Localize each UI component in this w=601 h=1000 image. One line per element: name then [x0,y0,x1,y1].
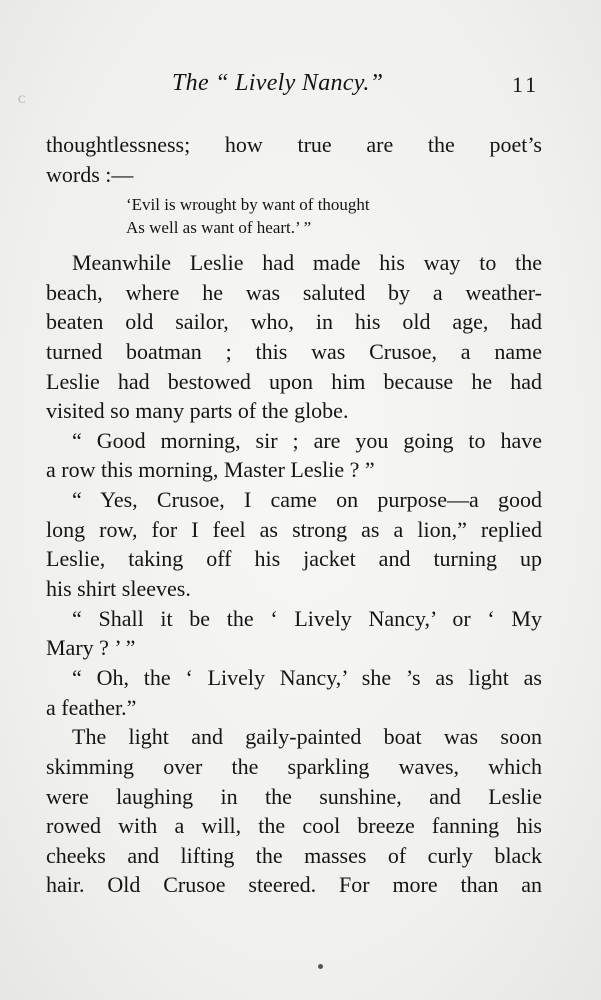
printer-mark [318,964,323,969]
text-line: skimming over the sparkling waves, which [46,753,542,779]
text-line: long row, for I feel as strong as a lion,” replied [46,516,542,542]
text-line: beaten old sailor, who, in his old age, had [46,309,542,335]
text-line: turned boatman ; this was Crusoe, a name [46,338,542,364]
text-line: Mary ? ’ ” [46,635,136,661]
quote-line: ‘Evil is wrought by want of thought [126,195,370,214]
text-line: visited so many parts of the globe. [46,398,349,424]
text-line: “ Shall it be the ‘ Lively Nancy,’ or ‘ My [72,605,542,631]
text-line: beach, where he was saluted by a weather- [46,279,542,305]
quote-line: As well as want of heart.’ ” [126,218,312,237]
running-head [0,70,601,106]
body-text [46,248,542,900]
text-line: were laughing in the sunshine, and Leslie [46,783,542,809]
text-line: hair. Old Crusoe steered. For more than an [46,872,542,898]
text-line: words :— [46,161,134,187]
text-line: “ Oh, the ‘ Lively Nancy,’ she ’s as light as [72,664,542,690]
text-line: “ Yes, Crusoe, I came on purpose—a good [72,487,542,513]
text-line: The light and gaily-painted boat was soon [72,724,542,750]
text-line: Meanwhile Leslie had made his way to the [72,250,542,275]
page-number: 11 [512,72,540,97]
text-line: Leslie had bestowed upon him because he had [46,368,542,394]
running-title: The “ Lively Nancy.” [172,70,384,96]
text-line: a row this morning, Master Leslie ? ” [46,457,375,483]
text-line: cheeks and lifting the masses of curly black [46,842,542,868]
paragraph-continuation [46,130,542,189]
text-line: rowed with a will, the cool breeze fanning his [46,813,542,839]
text-line: “ Good morning, sir ; are you going to have [72,427,542,453]
verse-quotation [126,193,466,239]
text-line: a feather.” [46,694,137,720]
text-line: thoughtlessness; how true are the poet’s [46,132,542,157]
text-line: Leslie, taking off his jacket and turning up [46,546,542,572]
margin-mark: ᴄ [18,90,26,107]
text-line: his shirt sleeves. [46,576,191,602]
